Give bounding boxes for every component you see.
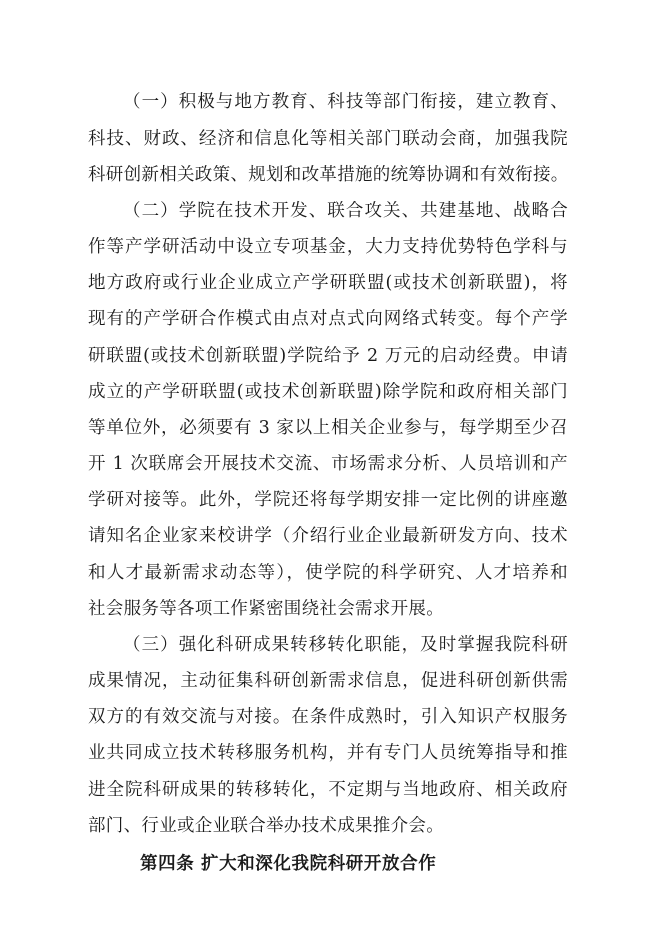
paragraph-2-line-1: （二）学院在技术开发、联合攻关、共建基地、战略合 (123, 201, 568, 221)
paragraph-2-line-10: 请知名企业家来校讲学（介绍行业企业最新研发方向、技术 (88, 526, 568, 546)
paragraph-2-line-6: 成立的产学研联盟(或技术创新联盟)除学院和政府相关部门 (88, 382, 568, 402)
paragraph-1-line-3: 科研创新相关政策、规划和改革措施的统筹协调和有效衔接。 (88, 165, 569, 185)
paragraph-2-line-7: 等单位外，必须要有 3 家以上相关企业参与，每学期至少召 (88, 418, 568, 438)
paragraph-2-line-11: 和人才最新需求动态等），使学院的科学研究、人才培养和 (88, 563, 568, 583)
paragraph-1-line-2: 科技、财政、经济和信息化等相关部门联动会商，加强我院 (88, 129, 568, 149)
paragraph-2-line-2: 作等产学研活动中设立专项基金，大力支持优势特色学科与 (88, 237, 568, 257)
paragraph-2-line-5: 研联盟(或技术创新联盟)学院给予 2 万元的启动经费。申请 (88, 346, 568, 366)
paragraph-1-line-1: （一）积极与地方教育、科技等部门衔接，建立教育、 (123, 92, 568, 112)
paragraph-2-line-12: 社会服务等各项工作紧密围绕社会需求开展。 (88, 599, 444, 619)
paragraph-3-line-2: 成果情况，主动征集科研创新需求信息，促进科研创新供需 (88, 671, 568, 691)
paragraph-3-line-1: （三）强化科研成果转移转化职能，及时掌握我院科研 (123, 635, 568, 655)
paragraph-2-line-3: 地方政府或行业企业成立产学研联盟(或技术创新联盟)，将 (88, 273, 568, 293)
paragraph-3-line-6: 部门、行业或企业联合举办技术成果推介会。 (88, 816, 444, 836)
paragraph-2-line-8: 开 1 次联席会开展技术交流、市场需求分析、人员培训和产 (88, 454, 568, 474)
paragraph-2-line-9: 学研对接等。此外，学院还将每学期安排一定比例的讲座邀 (88, 490, 568, 510)
paragraph-3-line-5: 进全院科研成果的转移转化，不定期与当地政府、相关政府 (88, 780, 568, 800)
paragraph-2-line-4: 现有的产学研合作模式由点对点式向网络式转变。每个产学 (88, 309, 568, 329)
paragraph-3-line-4: 业共同成立技术转移服务机构，并有专门人员统筹指导和推 (88, 743, 568, 763)
article-heading: 第四条 扩大和深化我院科研开放合作 (140, 854, 437, 874)
paragraph-3-line-3: 双方的有效交流与对接。在条件成熟时，引入知识产权服务 (88, 707, 568, 727)
